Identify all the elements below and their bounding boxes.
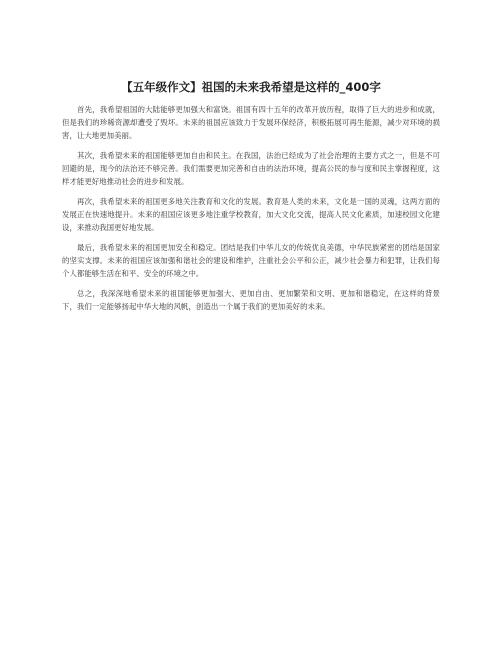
paragraph-4: 最后，我希望未来的祖国更加安全和稳定。团结是我们中华儿女的传统优良美德，中华民族紧密的团结是国家的坚实支撑。未来的祖国应该加强和谐社会的建设和维护，注重社会公平和公正，减少社会暴力和犯罪，让我们每个人都能够生活在和平、安全的环境之中。 <box>62 243 440 278</box>
paragraph-3: 再次，我希望未来的祖国更多地关注教育和文化的发展。教育是人类的未来，文化是一国的灵魂，这两方面的发展正在快速地提升。未来的祖国应该更多地注重学校教育，加大文化交流，提高人民文化素质，加速校园文化建设，来推动我国更好地发展。 <box>62 197 440 232</box>
paragraph-5: 总之，我深深地希望未来的祖国能够更加强大、更加自由、更加繁荣和文明、更加和谐稳定，在这样的背景下，我们一定能够扬起中华大地的风帆，创造出一个属于我们的更加美好的未来。 <box>62 289 440 311</box>
paragraph-2: 其次，我希望未来的祖国能够更加自由和民主。在我国，法治已经成为了社会治理的主要方式之一，但是不可回避的是，现今的法治还不够完善。我们需要更加完善和自由的法治环境，提高公民的参与度和民主掌握程度，这样才能更好地推动社会的进步和发展。 <box>62 151 440 186</box>
paragraph-1: 首先，我希望祖国的大陆能够更加强大和富饶。祖国有四十五年的改革开放历程，取得了巨大的进步和成就，但是我们的珍稀资源却遭受了毁坏。未来的祖国应该致力于发展环保经济，积极拓展可再生能源，减少对环境的损害，让大地更加美丽。 <box>62 105 440 140</box>
document-title: 【五年级作文】祖国的未来我希望是这样的_400字 <box>121 80 381 94</box>
document-body <box>62 103 440 320</box>
